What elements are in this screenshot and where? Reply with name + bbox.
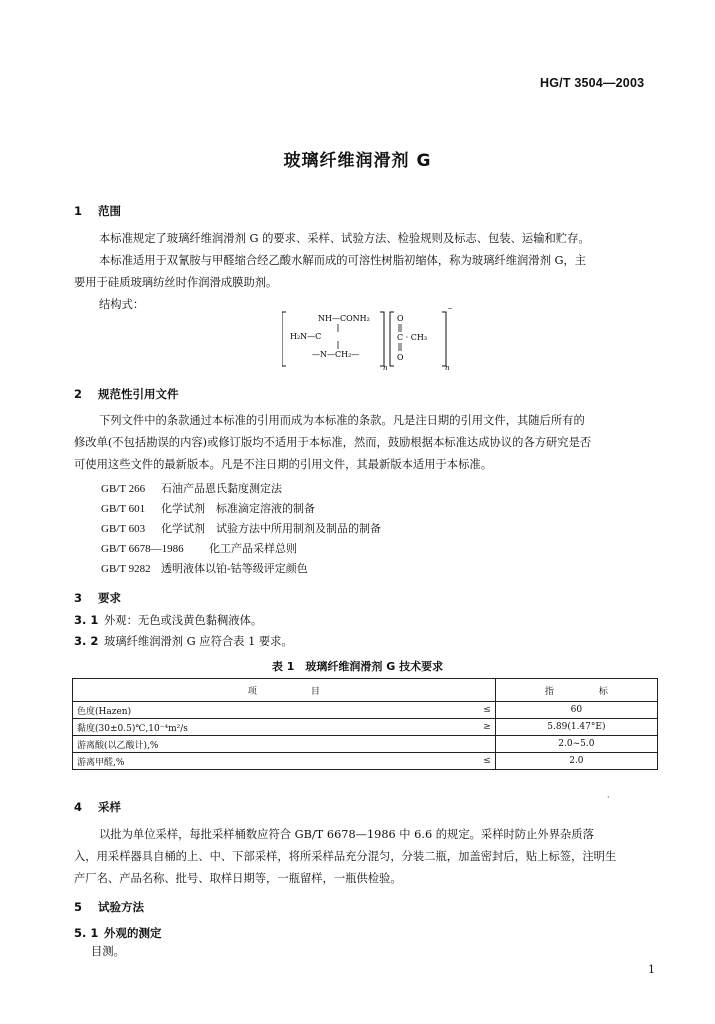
section-heading-2: 2 规范性引用文件 (74, 387, 179, 401)
structure-h2n: H₂N—C (290, 332, 322, 341)
sampling-line-1: 以批为单位采样，每批采样桶数应符合 GB/T 6678—1986 中 6.6 的规定。采样时防止外界杂质落 (99, 828, 594, 841)
structure-o-bottom: O (397, 353, 404, 362)
stray-mark: · (607, 793, 610, 802)
scope-structure-label: 结构式： (99, 298, 145, 311)
table-row: 色度(Hazen) ≤ 60 (73, 702, 658, 719)
page-number: 1 (648, 963, 655, 976)
reference-item: GB/T 6678—1986 化工产品采样总则 (101, 542, 297, 555)
structure-nh-conh2: NH—CONH₂ (318, 314, 370, 323)
reference-item: GB/T 601 化学试剂 标准滴定溶液的制备 (101, 502, 315, 515)
section-heading-1: 1 范围 (74, 204, 121, 218)
spec-table (72, 678, 658, 770)
table-row: 游离甲醛,% ≤ 2.0 (73, 753, 658, 770)
visual-test-method: 目测。 (91, 945, 125, 958)
table-row: 游离酸(以乙酸计),% 2.0~5.0 (73, 736, 658, 753)
references-intro-3: 可使用这些文件的最新版本。凡是不注日期的引用文件，其最新版本适用于本标准。 (74, 458, 492, 471)
structure-c-ch3: C · CH₃ (397, 333, 428, 342)
sampling-line-2: 入，用采样器具自桶的上、中、下部采样，将所采样品充分混匀，分装二瓶，加盖密封后，贴上标签，注明生 (74, 850, 617, 863)
requirement-3-2: 3. 2 玻璃纤维润滑剂 G 应符合表 1 要求。 (74, 634, 293, 648)
section-heading-3: 3 要求 (74, 591, 121, 605)
reference-item: GB/T 9282 透明液体以铂-钴等级评定颜色 (101, 562, 308, 575)
structure-o-top: O (397, 314, 404, 323)
table-row: 黏度(30±0.5)℃,10⁻⁴m²/s ≥ 5.89(1.47°E) (73, 719, 658, 736)
references-intro-1: 下列文件中的条款通过本标准的引用而成为本标准的条款。凡是注日期的引用文件，其随后所有的 (99, 414, 585, 427)
section-heading-5: 5 试验方法 (74, 900, 144, 914)
scope-paragraph-2a: 本标准适用于双氰胺与甲醛缩合经乙酸水解而成的可溶性树脂初缩体，称为玻璃纤维润滑剂 G，主 (99, 254, 587, 267)
structure-subscript-n1: n (383, 364, 388, 370)
scope-paragraph-2b: 要用于硅质玻璃纺丝时作润滑成膜助剂。 (74, 276, 278, 289)
table-head-value: 指 标 (495, 679, 657, 702)
sampling-line-3: 产厂名、产品名称、批号、取样日期等，一瓶留样，一瓶供检验。 (74, 872, 402, 885)
section-heading-4: 4 采样 (74, 800, 121, 814)
references-intro-2: 修改单(不包括勘误的内容)或修订版均不适用于本标准，然而，鼓励根据本标准达成协议的各方研究是否 (74, 436, 592, 449)
requirement-3-1: 3. 1 外观：无色或浅黄色黏稠液体。 (74, 613, 263, 627)
page-title: 玻璃纤维润滑剂 G (283, 151, 432, 171)
reference-item: GB/T 266 石油产品恩氏黏度测定法 (101, 482, 282, 495)
reference-item: GB/T 603 化学试剂 试验方法中所用制剂及制品的制备 (101, 522, 381, 535)
structural-formula (282, 308, 452, 370)
table-caption: 表 1 玻璃纤维润滑剂 G 技术要求 (271, 660, 444, 673)
table-head-item: 项 目 (73, 679, 496, 702)
structure-nch2: —N—CH₂— (312, 350, 360, 359)
standard-code: HG/T 3504—2003 (540, 76, 645, 90)
table-header-row (73, 679, 658, 702)
subsection-heading-5-1: 5. 1 外观的测定 (74, 926, 162, 940)
scope-paragraph-1: 本标准规定了玻璃纤维润滑剂 G 的要求、采样、试验方法、检验规则及标志、包装、运输和贮存。 (99, 232, 590, 245)
structure-subscript-n2: n (445, 364, 450, 370)
